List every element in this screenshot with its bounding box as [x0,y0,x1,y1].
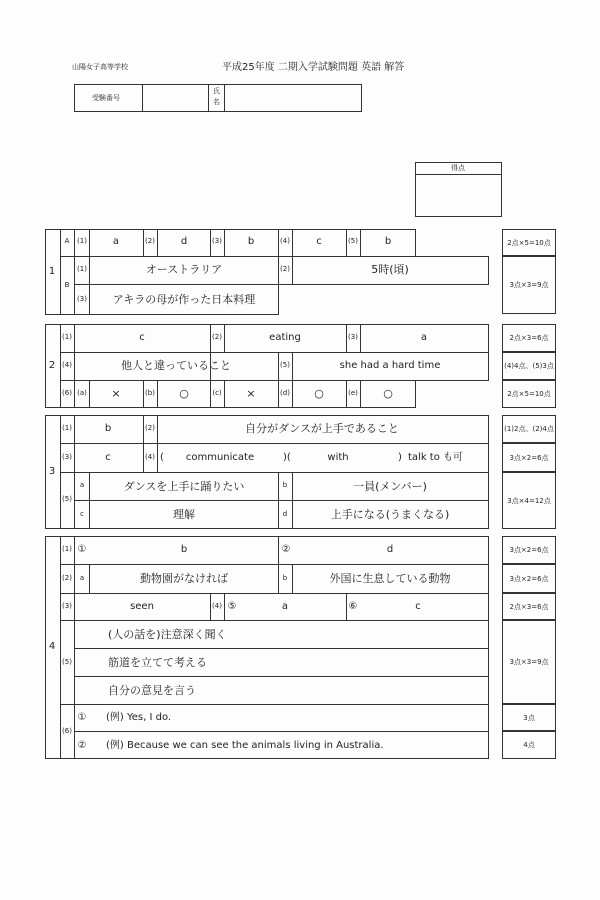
s4-q3-answer: seen [130,601,154,612]
q-label: (2) [145,237,155,245]
score-cell: 2点×5=10点 [502,229,556,256]
s2-q4-answer: 他人と違っていること [121,359,231,372]
s2-q5-answer: she had a hard time [339,360,441,371]
s1-a3-answer: b [247,236,255,247]
q-label: (2) [62,574,72,582]
s1-a4-answer: c [316,236,322,247]
sub-label: (b) [145,389,155,397]
s3-q5c-answer: 理解 [173,508,195,521]
sub-label: ② [281,544,291,555]
s3-q5b-answer: 一員(メンバー) [353,480,427,493]
q-label: (1) [62,333,72,341]
paren-open: ( [160,452,164,463]
section-1-number: 1 [48,266,56,277]
sub-label: a [79,574,85,582]
score-cell: (1)2点、(2)4点 [502,415,556,443]
sub-label: b [282,481,288,489]
q-label: (1) [77,265,87,273]
s1-a5-answer: b [384,236,392,247]
s2-q3-answer: a [420,332,428,343]
score-cell: 4点 [502,731,556,759]
s2-q1-answer: c [139,332,145,343]
s1-a2-answer: d [180,236,188,247]
s4-q4-5-answer: a [281,601,289,612]
s2-q2-answer: eating [269,332,301,343]
sub-label: ① [77,712,87,723]
section-4-number: 4 [48,641,56,652]
sub-label: ⑥ [348,601,358,612]
sub-label: (c) [212,389,222,397]
school-name: 山陽女子高等学校 [72,63,128,71]
s2-mark-e: ○ [383,387,393,400]
part-b-label: B [64,281,70,289]
q-label: (4) [62,361,72,369]
q-label: (3) [62,453,72,461]
q-label: (3) [77,295,87,303]
s4-q4-6-answer: c [415,601,421,612]
q-label: (5) [62,658,72,666]
s4-q5-2-answer: 筋道を立てて考える [108,656,207,669]
sub-label: d [282,510,288,518]
q-label: (6) [62,727,72,735]
sub-label: ② [77,740,87,751]
s1-a1-answer: a [112,236,120,247]
section-3-number: 3 [48,466,56,477]
s2-mark-d: ○ [314,387,324,400]
sub-label: (d) [280,389,290,397]
score-cell: 3点×2=6点 [502,564,556,593]
s3-q5a-answer: ダンスを上手に踊りたい [123,480,245,493]
q-label: (5) [280,361,290,369]
paren-mid: )( [283,452,291,463]
s2-mark-b: ○ [179,387,189,400]
exam-number-label: 受験番号 [92,94,120,102]
score-cell: (4)4点、(5)3点 [502,352,556,380]
score-cell: 3点×4=12点 [502,472,556,529]
s1-b1-answer: オーストラリア [145,263,223,276]
sub-label: ⑤ [227,601,237,612]
sub-label: ① [77,544,87,555]
s1-b2-answer: 5時(頃) [371,263,409,276]
score-cell: 3点×3=9点 [502,620,556,704]
name-label-1: 氏 [213,87,220,95]
score-cell: 2点×5=10点 [502,380,556,408]
part-a-label: A [64,237,70,245]
score-cell: 3点×2=6点 [502,536,556,564]
s2-mark-c: × [246,387,256,400]
q-label: (4) [280,237,290,245]
score-cell: 3点×3=9点 [502,256,556,314]
q-label: (4) [212,602,222,610]
s4-q6-2-answer: (例) Because we can see the animals living in Australia. [106,740,384,751]
section-2-number: 2 [48,360,56,371]
s3-q3-answer: c [105,452,111,463]
s3-q2-answer: 自分がダンスが上手であること [245,422,399,435]
q-label: (3) [348,333,358,341]
q-label: (3) [212,237,222,245]
q-label: (5) [62,495,72,503]
score-cell: 3点 [502,704,556,731]
s1-b3-answer: アキラの母が作った日本料理 [112,293,256,306]
s4-q6-1-answer: (例) Yes, I do. [106,712,172,723]
q-label: (2) [145,424,155,432]
sub-label: (e) [348,389,358,397]
sub-label: c [80,510,84,518]
q-label: (1) [77,237,87,245]
exam-number-field[interactable] [143,85,208,111]
s3-q5d-answer: 上手になる(うまくなる) [330,508,450,521]
sub-label: a [79,481,85,489]
sub-label: b [282,574,288,582]
name-field[interactable] [225,85,361,111]
score-label: 得点 [451,164,465,172]
s4-q2b-answer: 外国に生息している動物 [329,572,451,585]
s4-q1-1-answer: b [180,544,188,555]
sub-label: (a) [77,389,87,397]
q-label: (1) [62,545,72,553]
s4-q2a-answer: 動物園がなければ [140,572,228,585]
q-label: (6) [62,389,72,397]
page-title: 平成25年度 二期入学試験問題 英語 解答 [222,62,405,73]
q-label: (5) [348,237,358,245]
name-label-2: 名 [213,98,220,106]
q-label: (2) [280,265,290,273]
score-cell: 2点×3=6点 [502,324,556,352]
score-cell: 2点×3=6点 [502,593,556,620]
s4-q5-3-answer: 自分の意見を言う [108,684,196,697]
paren-close: ) [398,452,402,463]
s3-q4-note: talk to も可 [408,452,464,463]
q-label: (3) [62,602,72,610]
q-label: (1) [62,424,72,432]
s2-mark-a: × [111,387,121,400]
s4-q1-2-answer: d [386,544,394,555]
q-label: (2) [212,333,222,341]
s3-q4-word2: with [327,452,349,463]
s3-q1-answer: b [104,423,112,434]
score-cell: 3点×2=6点 [502,443,556,472]
s3-q4-word1: communicate [185,452,255,463]
s4-q5-1-answer: (人の話を)注意深く聞く [108,628,227,641]
q-label: (4) [145,453,155,461]
score-field[interactable] [416,175,501,216]
